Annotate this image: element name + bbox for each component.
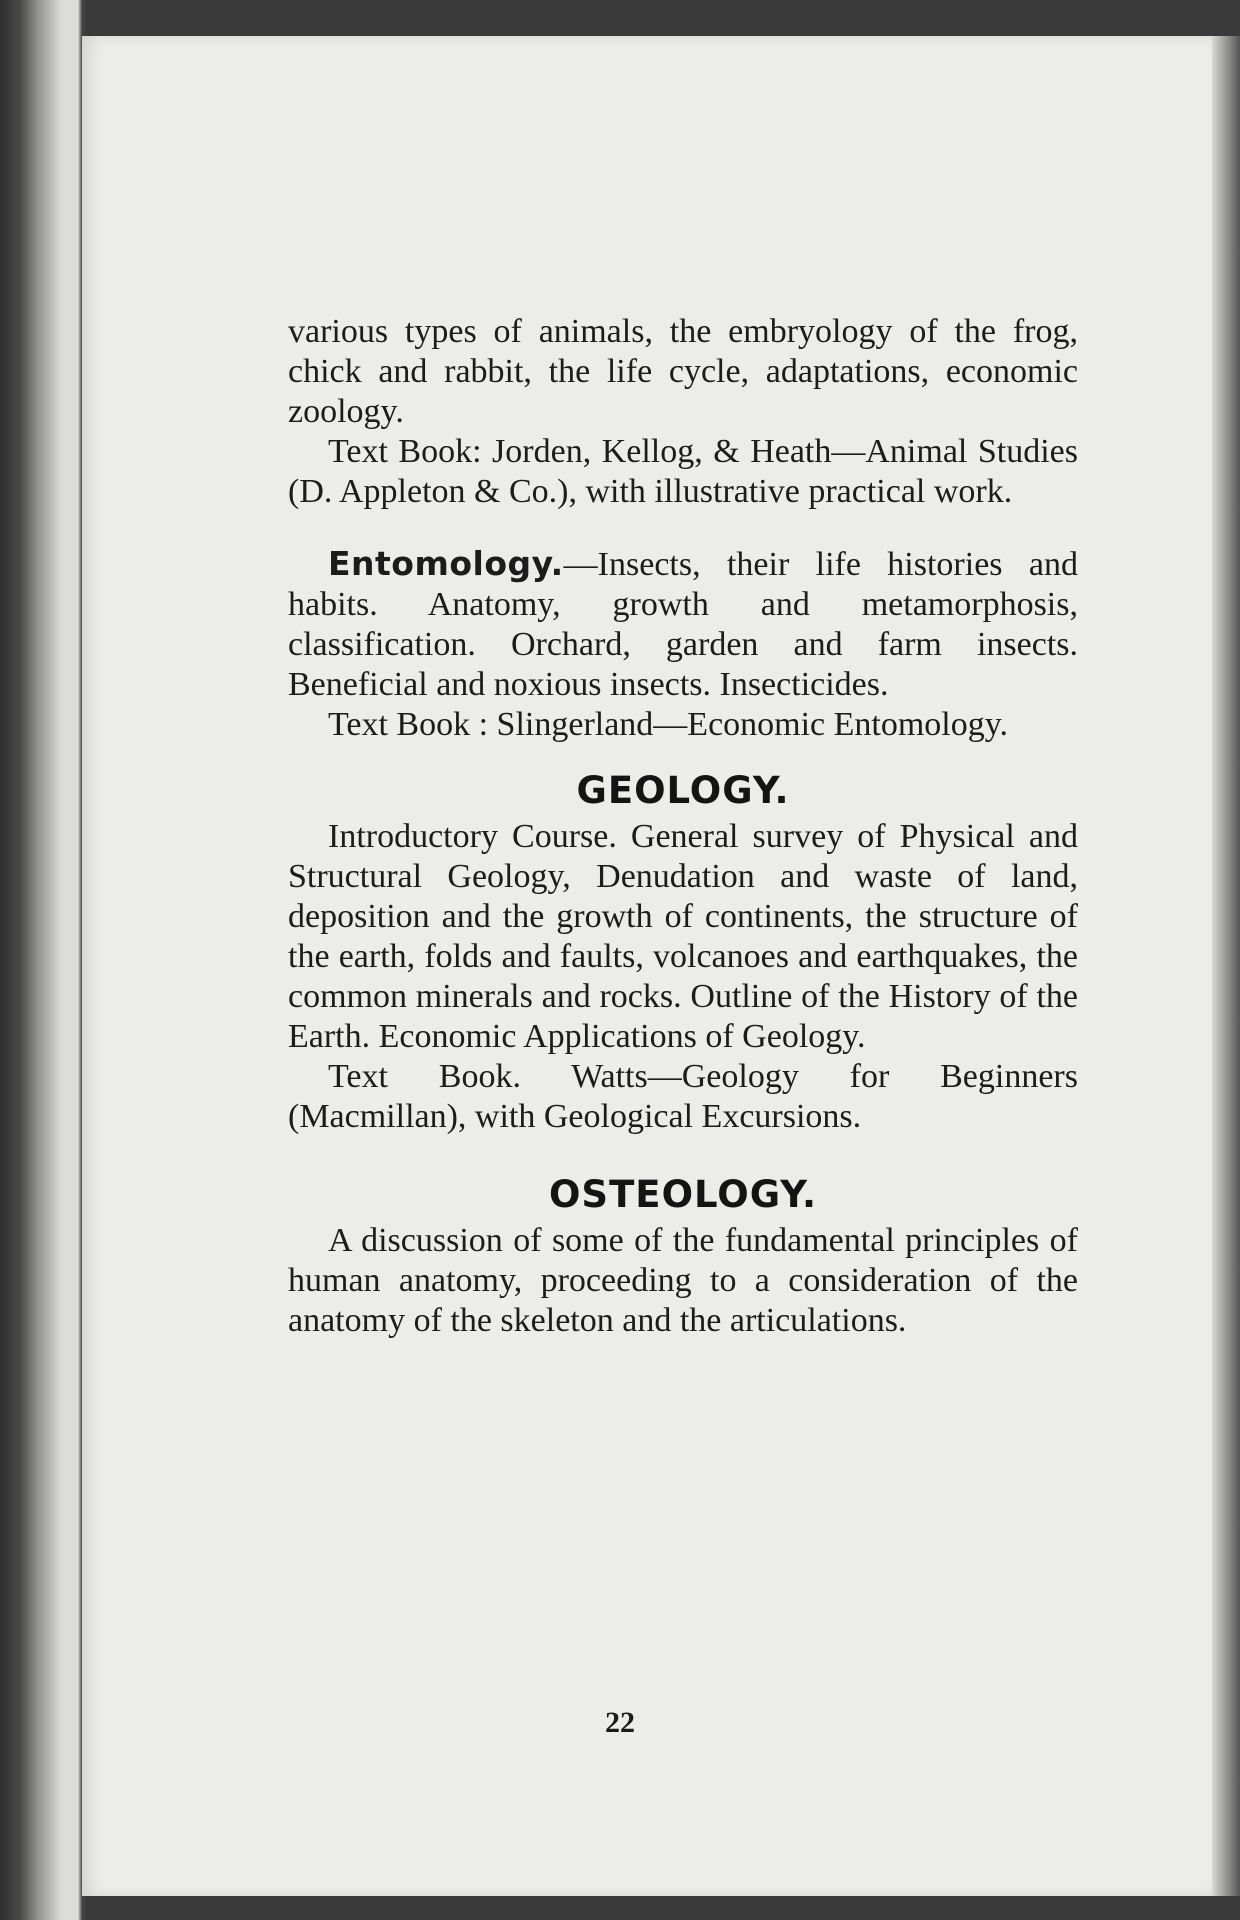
zoology-textbook: Text Book: Jorden, Kellog, & Heath—Animal Studies (D. Appleton & Co.), with illustrative practical work. [288,433,1078,510]
entomology-paragraph [288,544,1078,705]
osteology-body: A discussion of some of the fundamental principles of human anatomy, proceeding to a consideration of the anatomy of the skeleton and the articulations. [288,1222,1078,1339]
page-edge [1212,36,1240,1896]
geology-textbook: Text Book. Watts—Geology for Beginners (Macmillan), with Geological Excursions. [288,1058,1078,1135]
geology-heading: GEOLOGY. [576,769,790,812]
entomology-textbook: Text Book : Slingerland—Economic Entomology. [328,706,1009,743]
page-number: 22 [605,1706,635,1739]
page-text [288,312,1078,1341]
entomology-heading: Entomology. [328,544,564,583]
osteology-heading: OSTEOLOGY. [548,1173,818,1216]
zoology-continuation: various types of animals, the embryology of the frog, chick and rabbit, the life cycle, adaptations, economic zoology. [288,313,1078,430]
entomology-body: —Insects, their life histories and habits. Anatomy, growth and metamorphosis, classification. Orchard, garden and farm insects. Beneficial and noxious insects. Insecticides. [288,546,1078,703]
geology-body: Introductory Course. General survey of Physical and Structural Geology, Denudation and waste of land, deposition and the growth of continents, the structure of the earth, folds and faults, volcanoes and earthquakes, the common minerals and rocks. Outline of the History of the Earth. Economic Applications of Geology. [288,818,1078,1055]
